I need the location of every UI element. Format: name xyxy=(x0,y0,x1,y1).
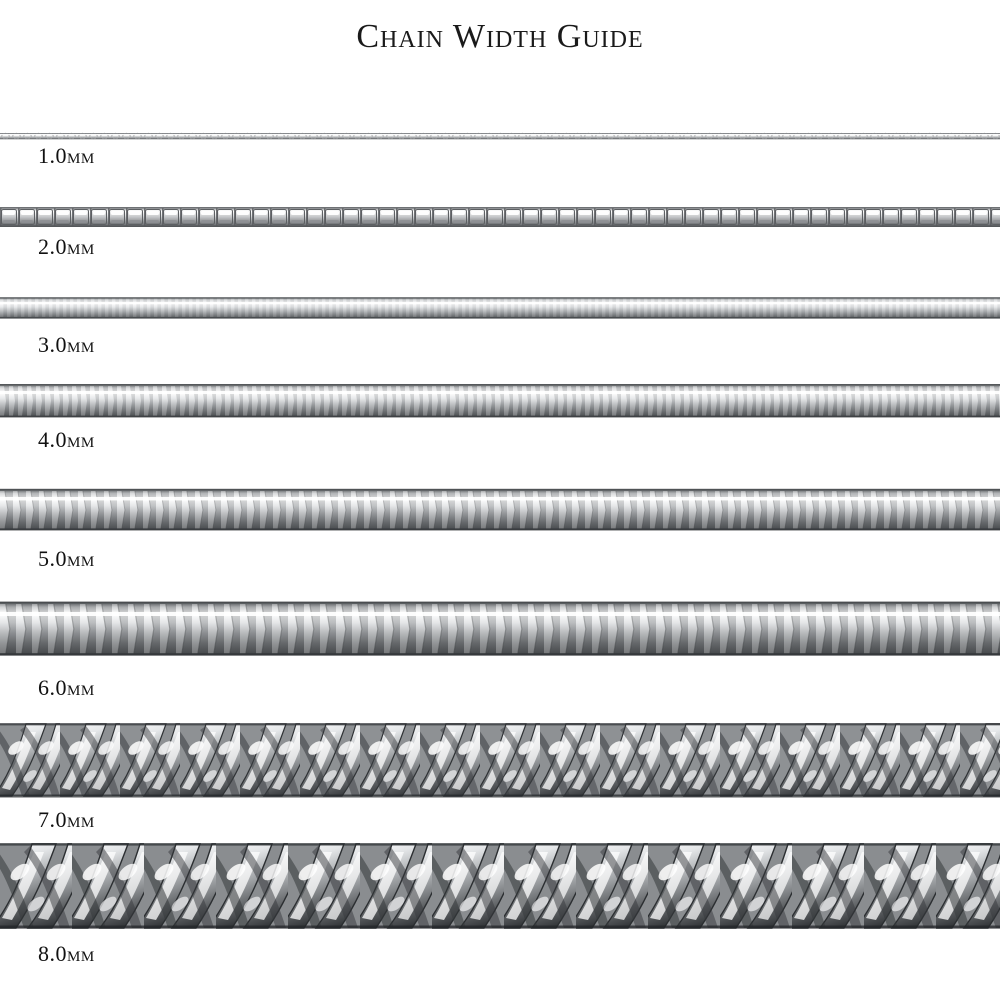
chain-strip-2.0mm xyxy=(0,200,1000,234)
chain-label-1.0mm: 1.0mm xyxy=(38,143,95,168)
chain-graphic-rope-7 xyxy=(0,718,1000,802)
chain-label-6.0mm: 6.0mm xyxy=(38,675,95,700)
chain-graphic-snake-5 xyxy=(0,482,1000,538)
chain-label-7.0mm: 7.0mm xyxy=(38,807,95,832)
chain-label-8.0mm: 8.0mm xyxy=(38,941,95,966)
page-title: Chain Width Guide xyxy=(356,18,644,55)
chain-label-4.0mm: 4.0mm xyxy=(38,427,95,452)
chain-label-2.0mm: 2.0mm xyxy=(38,234,95,259)
chain-strip-8.0mm xyxy=(0,838,1000,934)
chain-graphic-rope-8 xyxy=(0,838,1000,934)
chain-strip-3.0mm xyxy=(0,290,1000,326)
chain-strip-1.0mm xyxy=(0,128,1000,144)
chain-strip-5.0mm xyxy=(0,482,1000,538)
chain-graphic-fine-cable xyxy=(0,128,1000,144)
chain-strip-7.0mm xyxy=(0,718,1000,802)
chain-graphic-box-bead xyxy=(0,200,1000,234)
chain-graphic-snake-6 xyxy=(0,594,1000,664)
chain-strip-6.0mm xyxy=(0,594,1000,664)
chain-graphic-snake-3 xyxy=(0,290,1000,326)
chain-graphic-snake-4 xyxy=(0,378,1000,424)
chain-label-3.0mm: 3.0mm xyxy=(38,332,95,357)
chain-label-5.0mm: 5.0mm xyxy=(38,546,95,571)
chain-strip-4.0mm xyxy=(0,378,1000,424)
